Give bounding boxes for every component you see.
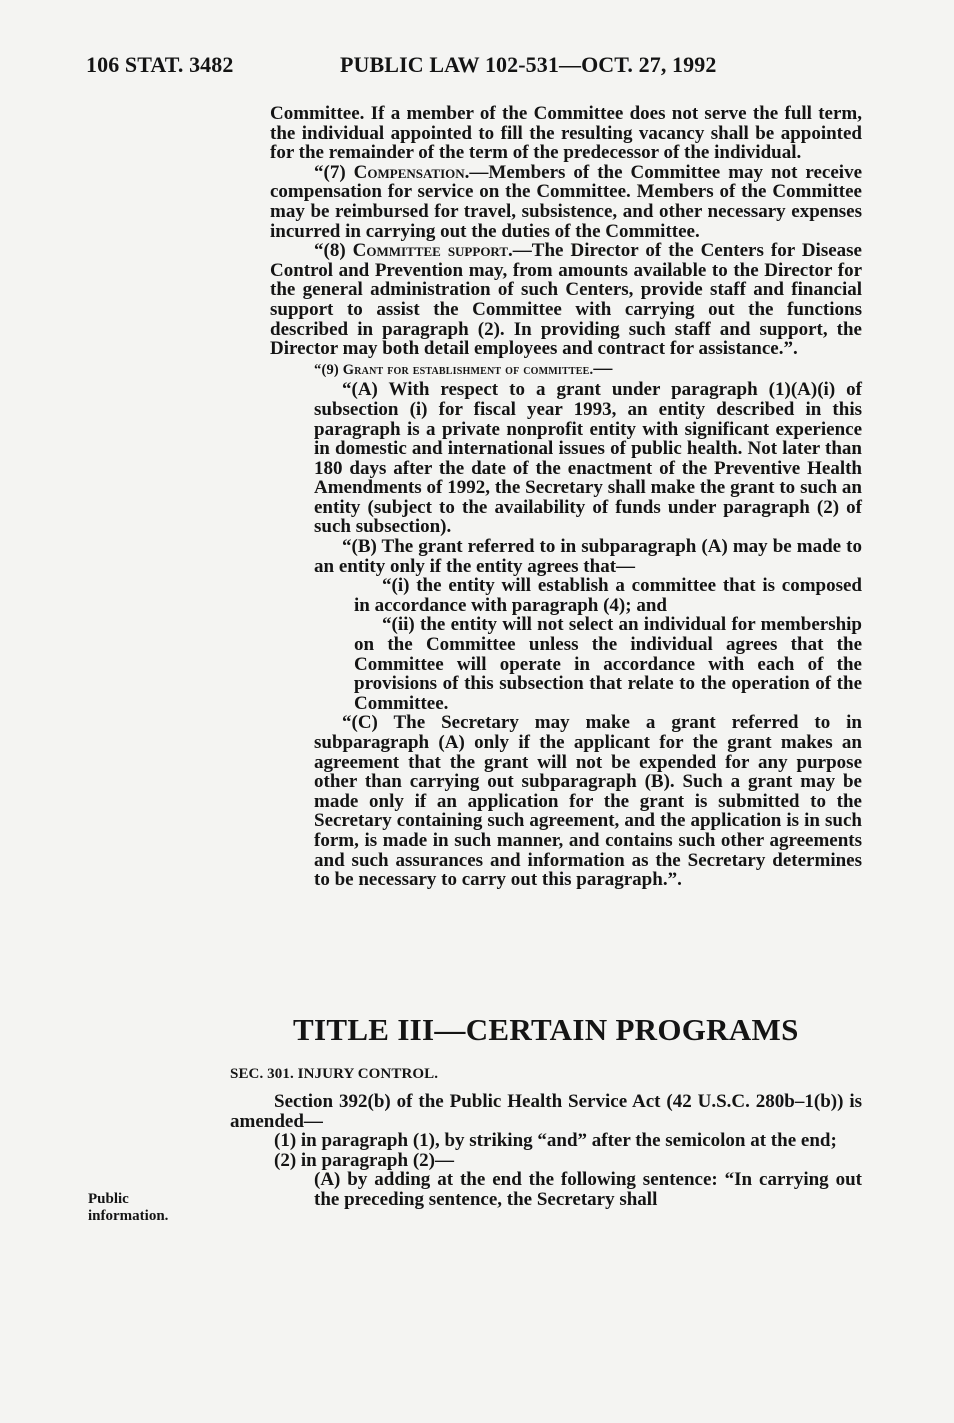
section-intro: Section 392(b) of the Public Health Service Act (42 U.S.C. 280b–1(b)) is amended— — [230, 1091, 862, 1132]
paragraph-committee-support — [270, 241, 862, 359]
margin-note-line: information. — [88, 1208, 169, 1224]
paragraph-continuation: Committee. If a member of the Committee does not serve the full term, the individual appointed to fill the resulting vacancy shall be appointed for the remainder of the term of the predecessor of the individual. — [270, 103, 862, 164]
paragraph-text: —The Director of the Centers for Disease Control and Prevention may, from amounts available to the Director for the general administration of such Centers, provide staff and financial support to assist the Committee with carrying out the functions described in paragraph (2). In providing such staff and support, the Director may both detail employees and contract for assistance.”. — [270, 240, 862, 360]
title-heading: TITLE III—CERTAIN PROGRAMS — [293, 1012, 799, 1047]
subparagraph-b: “(B) The grant referred to in subparagraph (A) may be made to an entity only if the entity agrees that— — [314, 536, 862, 577]
statute-body — [270, 104, 862, 890]
margin-note-line: Public — [88, 1191, 129, 1207]
public-law-reference: PUBLIC LAW 102-531—OCT. 27, 1992 — [340, 52, 717, 77]
section-item-1: (1) in paragraph (1), by striking “and” after the semicolon at the end; — [274, 1130, 837, 1152]
subparagraph-a: “(A) With respect to a grant under paragraph (1)(A)(i) of subsection (i) for fiscal year 1993, an entity described in this paragraph is a private nonprofit entity with significant experience in domestic and international issues of public health. Not later than 180 days after the date of the enactment of the Preventive Health Amendments of 1992, the Secretary shall make the grant to such an entity (subject to the availability of funds under paragraph (2) of such subsection). — [314, 379, 862, 538]
clause-i: “(i) the entity will establish a committee that is composed in accordance with paragraph (4); and — [354, 575, 862, 616]
paragraph-compensation — [270, 163, 862, 241]
paragraph-text: —Members of the Committee may not receive compensation for service on the Committee. Members of the Committee may be reimbursed for travel, subsistence, and other necessary expenses incurred in carrying out the duties of the Committee. — [270, 161, 863, 242]
section-item-2a: (A) by adding at the end the following sentence: “In carrying out the preceding sentence, the Secretary shall — [314, 1169, 862, 1210]
statute-page-reference: 106 STAT. 3482 — [86, 52, 234, 77]
paragraph-heading: “(9) Grant for establishment of committee. — [314, 361, 594, 378]
paragraph-text: — — [593, 357, 613, 379]
clause-ii: “(ii) the entity will not select an individual for membership on the Committee unless the individual agrees that the Committee will operate in accordance with each of the provisions of this subsection that relate to the operation of the Committee. — [354, 614, 862, 714]
subparagraph-c: “(C) The Secretary may make a grant referred to in subparagraph (A) only if the applicant for the grant makes an agreement that the grant will not be expended for any purpose other than carrying out subparagraph (B). Such a grant may be made only if an application for the grant is submitted to the Secretary containing such agreement, and the application is in such form, is made in such manner, and contains such other agreements and such assurances and information as the Secretary determines to be necessary to carry out this paragraph.”. — [314, 712, 862, 891]
paragraph-heading: “(7) Compensation. — [314, 161, 470, 183]
paragraph-grant-for-establishment — [270, 359, 862, 381]
margin-note — [88, 1191, 208, 1225]
paragraph-heading: “(8) Committee support. — [314, 240, 513, 262]
section-heading: SEC. 301. INJURY CONTROL. — [230, 1066, 439, 1082]
section-body — [230, 1092, 862, 1210]
section-item-2: (2) in paragraph (2)— — [274, 1149, 454, 1171]
